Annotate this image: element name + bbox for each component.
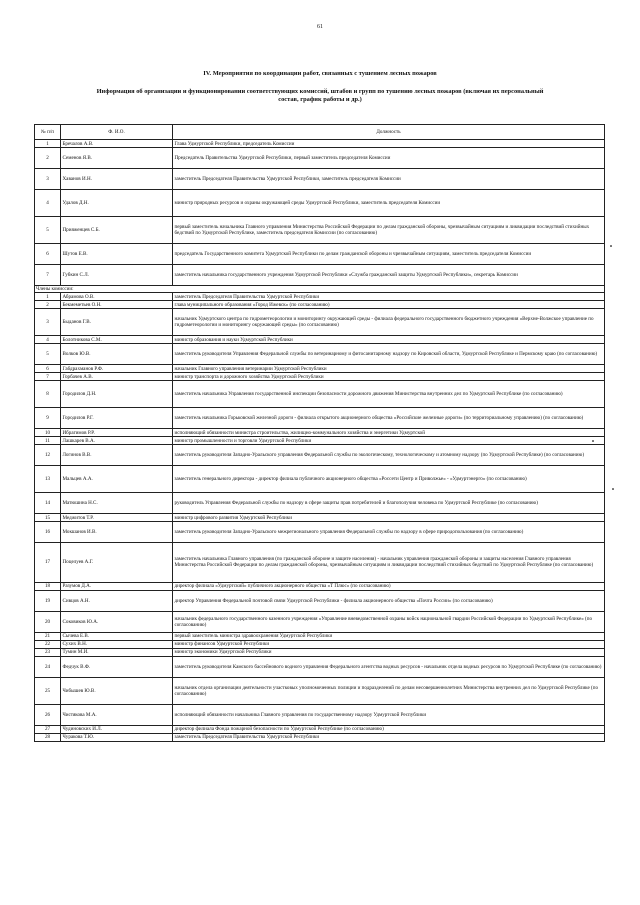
cell-num: 5 xyxy=(35,217,61,244)
cell-position: начальник Удмуртского центра по гидрометеорологии и мониторингу окружающей среды - филиала федерального государственного бюджетного учреждения «Верхне-Волжское управление по гидрометеорологии и мониторингу окружающей среды» (по согласованию) xyxy=(173,309,605,336)
header-name: Ф. И.О. xyxy=(61,125,173,140)
table-row xyxy=(35,611,605,632)
cell-num: 23 xyxy=(35,648,61,656)
table-row xyxy=(35,632,605,640)
table-row xyxy=(35,365,605,373)
members-label: Члены комиссии: xyxy=(35,286,605,293)
table-row xyxy=(35,493,605,514)
cell-name: Волков Ю.В. xyxy=(61,344,173,365)
scan-speck xyxy=(612,488,614,490)
cell-num: 7 xyxy=(35,265,61,286)
cell-num: 3 xyxy=(35,169,61,190)
cell-position: заместитель руководителя Управления Федеральной службы по ветеринарному и фитосанитарному надзору по Кировской области, Удмуртской Республике и Пермскому краю (по согласованию) xyxy=(173,344,605,365)
table-row xyxy=(35,429,605,437)
cell-num: 4 xyxy=(35,190,61,217)
cell-num: 8 xyxy=(35,381,61,408)
cell-num: 2 xyxy=(35,301,61,309)
cell-position: заместитель руководителя Камского бассейнового водного управления Федерального агентства водных ресурсов - начальник отдела водных ресурсов по Удмуртской Республике (по согласованию) xyxy=(173,656,605,677)
cell-num: 15 xyxy=(35,514,61,522)
cell-name: Удалов Д.Н. xyxy=(61,190,173,217)
table-row xyxy=(35,190,605,217)
table-row xyxy=(35,656,605,677)
cell-name: Сычева Е.В. xyxy=(61,632,173,640)
table-row xyxy=(35,514,605,522)
cell-name: Разумов Д.А. xyxy=(61,582,173,590)
cell-position: руководитель Управления Федеральной службы по надзору в сфере защиты прав потребителей и благополучия человека по Удмуртской Республике (по согласованию) xyxy=(173,493,605,514)
cell-position: глава муниципального образования «Город Ижевск» (по согласованию) xyxy=(173,301,605,309)
table-row xyxy=(35,466,605,493)
header-position: Должность xyxy=(173,125,605,140)
cell-name: Чибышев Ю.В. xyxy=(61,677,173,704)
table-row xyxy=(35,344,605,365)
cell-position: заместитель Председателя Правительства Удмуртской Республики, заместитель председателя Комиссии xyxy=(173,169,605,190)
cell-position: министр образования и науки Удмуртской Республики xyxy=(173,336,605,344)
cell-name: Абрамова О.В. xyxy=(61,293,173,301)
cell-name: Чуракова Т.Ю. xyxy=(61,733,173,741)
table-row xyxy=(35,408,605,429)
cell-name: Мальцев А.А. xyxy=(61,466,173,493)
cell-name: Городилов Д.Н. xyxy=(61,381,173,408)
header-num: № п/п xyxy=(35,125,61,140)
cell-num: 2 xyxy=(35,148,61,169)
cell-position: министр экономики Удмуртской Республики xyxy=(173,648,605,656)
table-row xyxy=(35,677,605,704)
cell-position: исполняющий обязанности начальника Главного управления по государственному надзору Удмуртской Республики xyxy=(173,704,605,725)
cell-name: Соковиков Ю.А. xyxy=(61,611,173,632)
cell-num: 9 xyxy=(35,408,61,429)
cell-name: Бречалов А.В. xyxy=(61,140,173,148)
cell-num: 14 xyxy=(35,493,61,514)
cell-position: Глава Удмуртской Республики, председатель Комиссии xyxy=(173,140,605,148)
cell-name: Меджитов Т.Р. xyxy=(61,514,173,522)
cell-name: Болотникова С.М. xyxy=(61,336,173,344)
cell-name: Городилов Р.Г. xyxy=(61,408,173,429)
subtitle: Информация об организации и функционировании соответствующих комиссий, штабов и групп по тушению лесных пожаров (включая их персональный состав, график работы и др.) xyxy=(96,88,544,103)
cell-num: 18 xyxy=(35,582,61,590)
cell-num: 7 xyxy=(35,373,61,381)
table-row xyxy=(35,733,605,741)
cell-position: заместитель руководителя Западно-Уральского управления Федеральной службы по экологическому, технологическому и атомному надзору (по Удмуртской Республике) (по согласованию) xyxy=(173,445,605,466)
table-row xyxy=(35,582,605,590)
table-header-row xyxy=(35,125,605,140)
table-row xyxy=(35,522,605,543)
table-row xyxy=(35,725,605,733)
commission-table xyxy=(34,124,605,742)
cell-name: Сивцов А.Н. xyxy=(61,590,173,611)
cell-position: начальник федерального государственного казенного учреждения «Управление вневедомственной охраны войск национальной гвардии Российской Федерации по Удмуртской Республике» (по согласованию) xyxy=(173,611,605,632)
cell-num: 26 xyxy=(35,704,61,725)
cell-name: Логинов В.В. xyxy=(61,445,173,466)
table-row xyxy=(35,381,605,408)
cell-name: Ибрагимов Р.Р. xyxy=(61,429,173,437)
cell-name: Шутов Е.В. xyxy=(61,244,173,265)
cell-num: 16 xyxy=(35,522,61,543)
cell-name: Сухих В.Н. xyxy=(61,640,173,648)
cell-num: 20 xyxy=(35,611,61,632)
cell-position: директор Управления Федеральной почтовой связи Удмуртской Республики - филиала акционерного общества «Почта России» (по согласованию) xyxy=(173,590,605,611)
scan-speck xyxy=(592,440,594,442)
cell-num: 11 xyxy=(35,437,61,445)
cell-position: министр природных ресурсов и охраны окружающей среды Удмуртской Республики, заместитель председателя Комиссии xyxy=(173,190,605,217)
cell-name: Губкин С.Л. xyxy=(61,265,173,286)
cell-name: Горбачев А.В. xyxy=(61,373,173,381)
cell-num: 1 xyxy=(35,140,61,148)
cell-num: 6 xyxy=(35,365,61,373)
table-row xyxy=(35,169,605,190)
cell-position: председатель Государственного комитета Удмуртской Республики по делам гражданской обороны и чрезвычайным ситуациям, заместитель председателя Комиссии xyxy=(173,244,605,265)
cell-position: исполняющий обязанности министра строительства, жилищно-коммунального хозяйства и энергетики Удмуртской xyxy=(173,429,605,437)
cell-name: Тумин М.И. xyxy=(61,648,173,656)
table-row xyxy=(35,148,605,169)
cell-position: заместитель руководителя Западно-Уральского межрегионального управления Федеральной службы по надзору в сфере природопользования (по согласованию) xyxy=(173,522,605,543)
cell-name: Прияженцев С.Б. xyxy=(61,217,173,244)
cell-position: заместитель начальника государственного учреждения Удмуртской Республики «Служба гражданской защиты Удмуртской Республики», секретарь Комиссии xyxy=(173,265,605,286)
cell-position: заместитель Председателя Правительства Удмуртской Республики xyxy=(173,733,605,741)
cell-num: 10 xyxy=(35,429,61,437)
cell-name: Быданов Г.В. xyxy=(61,309,173,336)
cell-name: Федчук В.Ф. xyxy=(61,656,173,677)
table-row xyxy=(35,244,605,265)
cell-num: 13 xyxy=(35,466,61,493)
cell-position: министр цифрового развития Удмуртской Республики xyxy=(173,514,605,522)
cell-num: 6 xyxy=(35,244,61,265)
table-row xyxy=(35,373,605,381)
cell-num: 4 xyxy=(35,336,61,344)
cell-num: 3 xyxy=(35,309,61,336)
members-label-row xyxy=(35,286,605,293)
cell-num: 27 xyxy=(35,725,61,733)
cell-position: начальник отдела организации деятельности участковых уполномоченных полиции и подразделений по делам несовершеннолетних Министерства внутренних дел по Удмуртской Республике (по согласованию) xyxy=(173,677,605,704)
cell-name: Лашкарев В.А. xyxy=(61,437,173,445)
cell-position: министр транспорта и дорожного хозяйства Удмуртской Республики xyxy=(173,373,605,381)
cell-name: Семенов Я.В. xyxy=(61,148,173,169)
cell-position: первый заместитель начальника Главного управления Министерства Российской Федерации по делам гражданской обороны, чрезвычайным ситуациям и ликвидации последствий стихийных бедствий по Удмуртской Республике, заместитель председателя Комиссии (по согласованию) xyxy=(173,217,605,244)
cell-position: министр промышленности и торговли Удмуртской Республики xyxy=(173,437,605,445)
cell-num: 24 xyxy=(35,656,61,677)
table-row xyxy=(35,445,605,466)
cell-num: 28 xyxy=(35,733,61,741)
table-row xyxy=(35,217,605,244)
cell-position: Председатель Правительства Удмуртской Республики, первый заместитель председателя Комиссии xyxy=(173,148,605,169)
cell-name: Чудиновских И.Л. xyxy=(61,725,173,733)
table-row xyxy=(35,543,605,583)
table-row xyxy=(35,640,605,648)
cell-position: заместитель начальника Управления государственной инспекции безопасности дорожного движения Министерства внутренних дел по Удмуртской Республике (по согласованию) xyxy=(173,381,605,408)
cell-num: 17 xyxy=(35,543,61,583)
table-row xyxy=(35,590,605,611)
cell-name: Хаванов И.Н. xyxy=(61,169,173,190)
table-row xyxy=(35,293,605,301)
table-row xyxy=(35,301,605,309)
cell-num: 25 xyxy=(35,677,61,704)
cell-num: 1 xyxy=(35,293,61,301)
table-body xyxy=(35,140,605,742)
cell-position: первый заместитель министра здравоохранения Удмуртской Республики xyxy=(173,632,605,640)
cell-position: заместитель начальника Горьковской железной дороги - филиала открытого акционерного общества «Российские железные дороги» (по территориальному управлению) (по согласованию) xyxy=(173,408,605,429)
cell-position: директор филиала «Удмуртский» публичного акционерного общества «Т Плюс» (по согласованию) xyxy=(173,582,605,590)
cell-num: 22 xyxy=(35,640,61,648)
table-row xyxy=(35,704,605,725)
cell-num: 12 xyxy=(35,445,61,466)
table-row xyxy=(35,309,605,336)
cell-name: Чистякова М.А. xyxy=(61,704,173,725)
cell-position: начальник Главного управления ветеринарии Удмуртской Республики xyxy=(173,365,605,373)
cell-name: Матюшина Н.С. xyxy=(61,493,173,514)
cell-name: Поцелуев А.Г. xyxy=(61,543,173,583)
cell-position: заместитель Председателя Правительства Удмуртской Республики xyxy=(173,293,605,301)
cell-position: директор филиала Фонда пожарной безопасности по Удмуртской Республике (по согласованию) xyxy=(173,725,605,733)
page-number: 61 xyxy=(317,24,323,30)
table-row xyxy=(35,265,605,286)
table-row xyxy=(35,437,605,445)
cell-name: Габдрахманов Р.Ф. xyxy=(61,365,173,373)
scan-speck xyxy=(610,245,612,247)
cell-name: Бекмеметьев О.Н. xyxy=(61,301,173,309)
table-row xyxy=(35,648,605,656)
cell-position: министр финансов Удмуртской Республики xyxy=(173,640,605,648)
cell-position: заместитель начальника Главного управления (по гражданской обороне и защите населения) - начальник управления гражданской обороны и защиты населения Главного управления Министерства Российской Федерации по делам гражданской обороны, чрезвычайным ситуациям и ликвидации последствий стихийных бедствий по Удмуртской Республике (по согласованию) xyxy=(173,543,605,583)
cell-name: Мокшанов И.В. xyxy=(61,522,173,543)
cell-num: 21 xyxy=(35,632,61,640)
table-row xyxy=(35,336,605,344)
table-row xyxy=(35,140,605,148)
cell-num: 5 xyxy=(35,344,61,365)
section-title: IV. Мероприятия по координации работ, связанных с тушением лесных пожаров xyxy=(203,70,437,77)
cell-num: 19 xyxy=(35,590,61,611)
cell-position: заместитель генерального директора - директор филиала публичного акционерного общества «Россети Центр и Приволжье» - «Удмуртэнерго» (по согласованию) xyxy=(173,466,605,493)
